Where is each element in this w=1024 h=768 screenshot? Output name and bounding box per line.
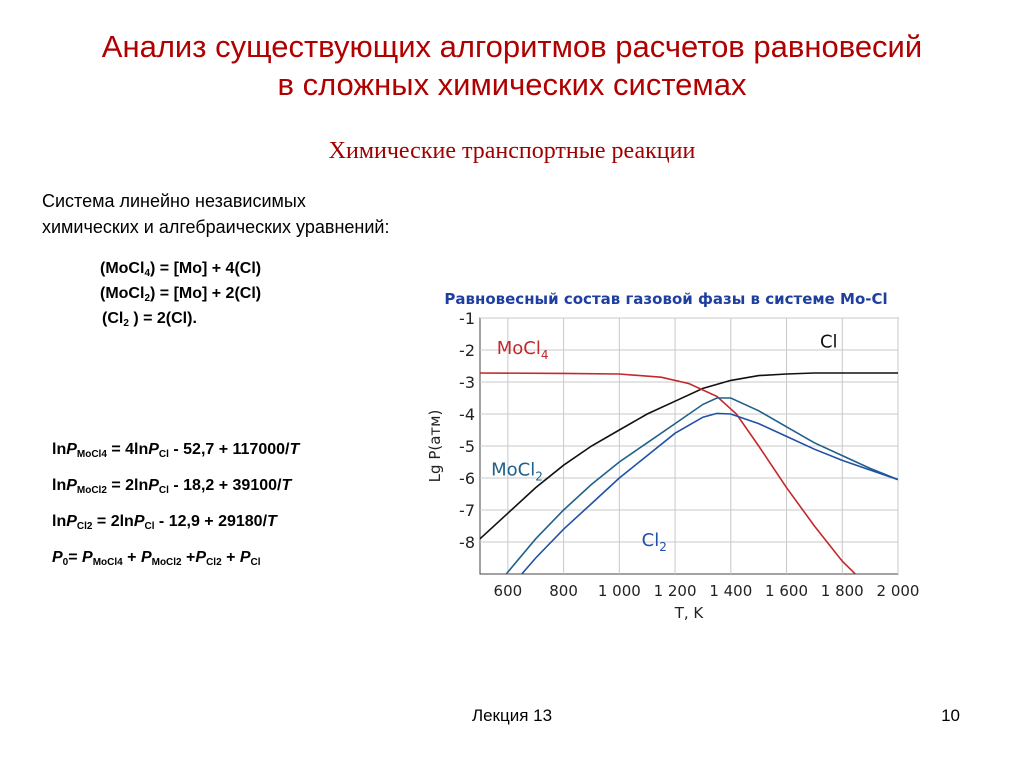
slide-subtitle: Химические транспортные реакции xyxy=(328,138,696,164)
sum-p1-sub: MoCl4 xyxy=(92,557,123,568)
equilibrium-chart xyxy=(404,286,928,626)
sum-plus-3: + xyxy=(221,549,240,566)
reaction-3 xyxy=(102,306,261,331)
series-label-name: MoCl xyxy=(496,337,541,359)
sum-p0: P xyxy=(52,549,63,566)
eq-2-t: T xyxy=(281,477,292,494)
series-label-name: MoCl xyxy=(491,459,536,481)
eq-2-rest: - 18,2 + 39100/ xyxy=(168,477,282,494)
sum-p3-sub: Cl2 xyxy=(206,557,222,568)
slide-title xyxy=(20,28,1004,104)
y-tick-label: -3 xyxy=(459,373,475,392)
y-tick-label: -8 xyxy=(459,533,475,552)
y-tick-label: -2 xyxy=(459,341,475,360)
x-tick-label: 1 200 xyxy=(653,582,697,600)
y-tick-label: -7 xyxy=(459,501,475,520)
equation-list xyxy=(52,432,299,576)
eq-2-sub2: Cl xyxy=(158,485,169,496)
sum-p3: P xyxy=(195,549,207,566)
page-number: 10 xyxy=(941,706,960,725)
series-label-name: Cl xyxy=(819,331,838,353)
sum-p2: P xyxy=(140,549,152,566)
x-tick-label: 1 800 xyxy=(820,582,864,600)
sum-p1: P xyxy=(82,549,93,566)
title-line-2: в сложных химических системах xyxy=(277,67,747,102)
series-label-subscript: 2 xyxy=(659,539,667,554)
x-tick-label: 800 xyxy=(549,582,578,600)
equation-1 xyxy=(52,432,299,468)
sum-plus-2: + xyxy=(181,549,196,566)
reaction-1-subscript: 4 xyxy=(144,268,150,279)
eq-3-ln: ln xyxy=(52,513,67,530)
eq-1-p2: P xyxy=(148,441,159,458)
sum-p4: P xyxy=(239,549,251,566)
eq-1-t: T xyxy=(289,441,300,458)
eq-3-p: P xyxy=(66,513,77,530)
series-label-subscript: 4 xyxy=(540,347,549,362)
reaction-2-right: ) = [Mo] + 2(Cl) xyxy=(150,285,262,302)
x-tick-label: 1 400 xyxy=(709,582,753,600)
reaction-3-right: ) = 2(Cl). xyxy=(128,310,197,327)
eq-3-t: T xyxy=(267,513,277,530)
eq-2-p: P xyxy=(66,477,77,494)
equation-2 xyxy=(52,468,299,504)
intro-line-1: Система линейно независимых xyxy=(42,191,306,211)
eq-2-p2: P xyxy=(148,477,159,494)
reaction-1-right: ) = [Mo] + 4(Cl) xyxy=(150,260,262,277)
footer-lecture: Лекция 13 xyxy=(471,706,553,725)
eq-1-p: P xyxy=(66,441,77,458)
eq-2-sub: MoCl2 xyxy=(76,485,107,496)
series-label-subscript: 2 xyxy=(535,469,543,484)
reaction-3-subscript: 2 xyxy=(123,318,129,329)
series-label-2 xyxy=(491,459,543,483)
title-line-1: Анализ существующих алгоритмов расчетов равновесий xyxy=(101,29,923,64)
series-label-0 xyxy=(820,331,838,352)
eq-3-sub2: Cl xyxy=(144,521,155,532)
eq-3-p2: P xyxy=(133,513,145,530)
eq-2-mid: = 2ln xyxy=(106,477,149,494)
x-tick-label: 600 xyxy=(493,582,523,600)
chart-title: Равновесный состав газовой фазы в системе Mo-Cl xyxy=(444,290,888,308)
x-tick-label: 2 000 xyxy=(876,582,920,600)
eq-2-ln: ln xyxy=(52,477,67,494)
y-tick-label: -1 xyxy=(459,309,475,328)
intro-text xyxy=(42,188,389,240)
reaction-2-left: (MoCl xyxy=(100,285,145,302)
reaction-2-subscript: 2 xyxy=(144,293,150,304)
y-tick-label: -5 xyxy=(459,437,475,456)
eq-1-sub2: Cl xyxy=(158,449,169,460)
x-tick-label: 1 000 xyxy=(597,582,641,600)
sum-p4-sub: Cl xyxy=(250,557,261,568)
reaction-list xyxy=(100,256,261,331)
eq-1-mid: = 4ln xyxy=(106,441,149,458)
series-label-name: Cl xyxy=(641,529,660,551)
eq-3-mid: = 2ln xyxy=(92,513,134,530)
series-label-1 xyxy=(497,338,549,362)
y-tick-label: -4 xyxy=(459,405,475,424)
sum-eq-sign: = xyxy=(68,549,83,566)
eq-3-rest: - 12,9 + 29180/ xyxy=(154,513,268,530)
eq-3-sub: Cl2 xyxy=(76,521,93,532)
eq-1-sub: MoCl4 xyxy=(76,449,107,460)
reaction-1 xyxy=(100,256,261,281)
equation-3 xyxy=(52,504,299,540)
equation-sum xyxy=(52,540,299,576)
sum-plus-1: + xyxy=(122,549,141,566)
reaction-2 xyxy=(100,281,261,306)
x-tick-label: 1 600 xyxy=(765,582,809,600)
sum-p2-sub: MoCl2 xyxy=(151,557,182,568)
intro-line-2: химических и алгебраических уравнений: xyxy=(42,217,390,237)
sum-p0-sub: 0 xyxy=(62,557,69,568)
y-tick-label: -6 xyxy=(459,469,475,488)
reaction-1-left: (MoCl xyxy=(100,260,145,277)
eq-1-rest: - 52,7 + 117000/ xyxy=(168,441,290,458)
y-axis-label: Lg P(атм) xyxy=(426,409,444,483)
reaction-3-left: (Cl xyxy=(102,310,124,327)
eq-1-ln: ln xyxy=(52,441,67,458)
x-axis-label: T, K xyxy=(674,604,704,622)
